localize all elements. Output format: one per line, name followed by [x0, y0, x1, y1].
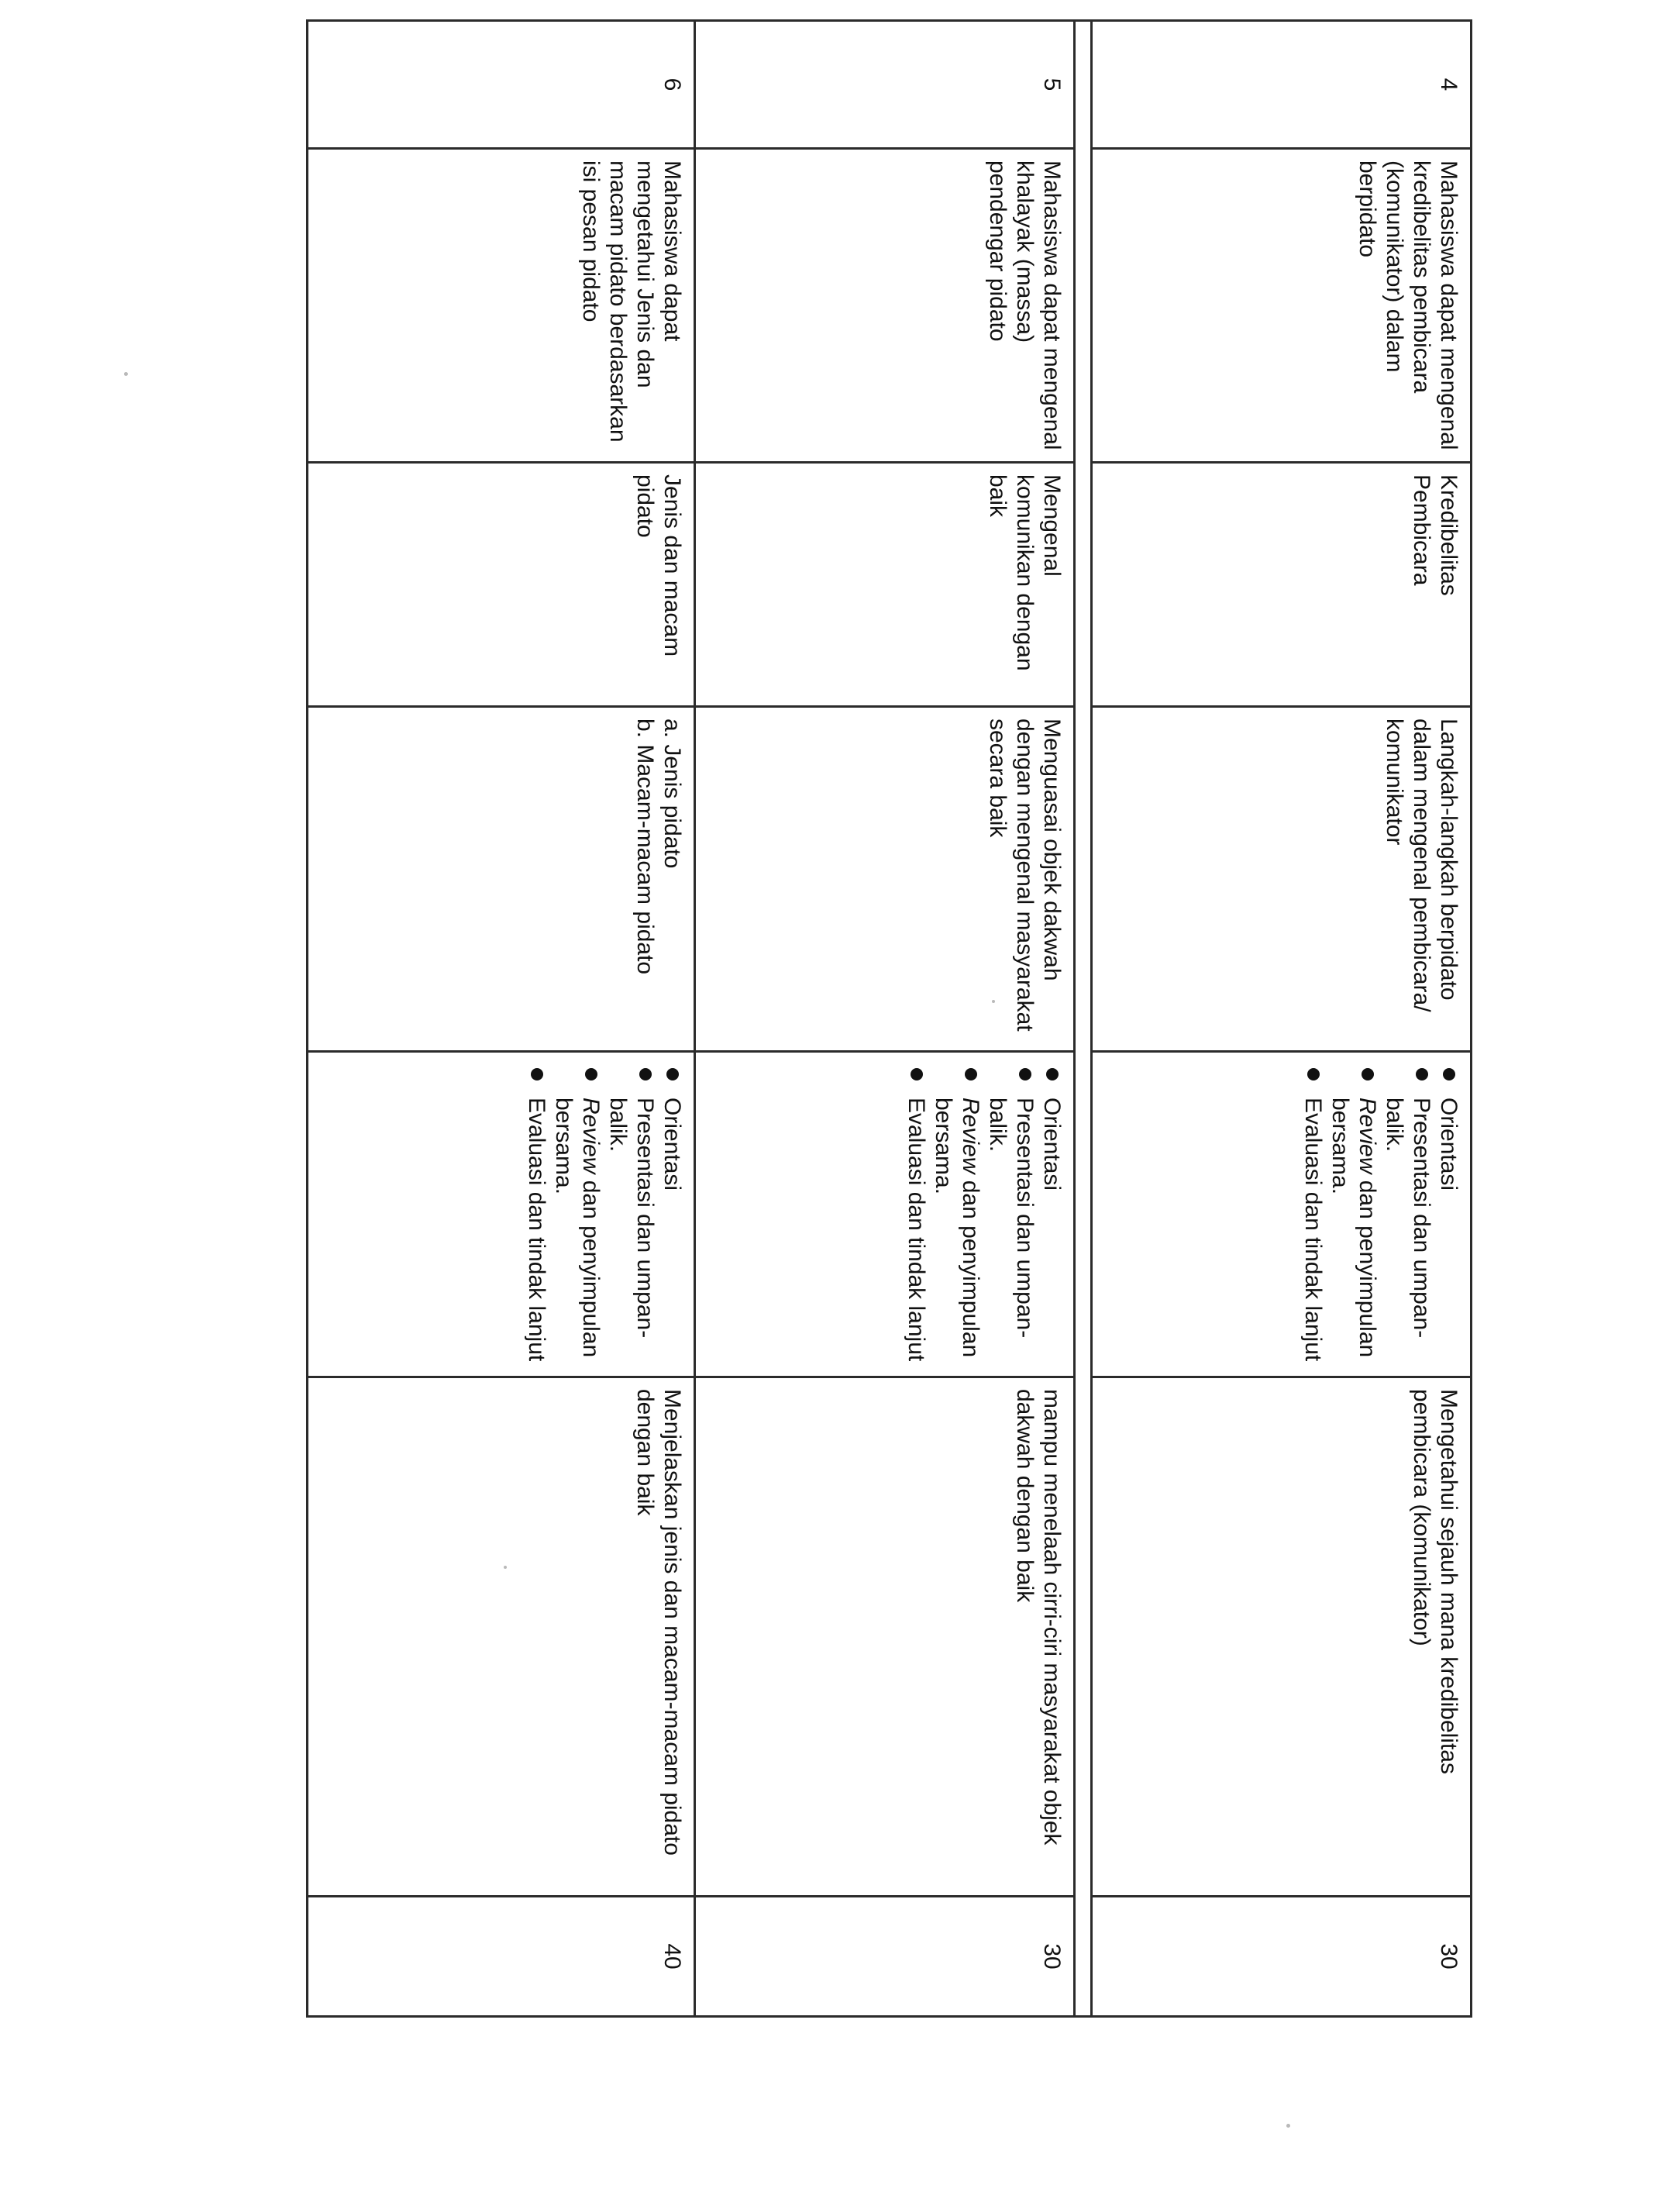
topic-cell: Kredibelitas Pembicara — [1092, 463, 1472, 707]
list-item: Orientasi — [659, 1063, 686, 1365]
learning-steps-cell — [308, 1052, 695, 1377]
row-number: 6 — [308, 21, 695, 149]
learning-objective-cell: Mahasiswa dapat mengetahui Jenis dan macam pidato berdasarkan isi pesan pidato — [308, 149, 695, 463]
material-cell: Langkah-langkah berpidato dalam mengenal pembicara/ komunikator — [1092, 707, 1472, 1052]
step-rest: dan penyimpulan bersama. — [931, 1098, 983, 1358]
learning-steps-cell — [695, 1052, 1075, 1377]
list-item — [550, 1063, 604, 1365]
list-item: Presentasi dan umpan-balik. — [604, 1063, 659, 1365]
list-item: Presentasi dan umpan-balik. — [984, 1063, 1038, 1365]
table-row — [308, 21, 695, 2017]
scan-speck — [124, 372, 128, 376]
weight-cell: 30 — [1092, 1897, 1472, 2017]
step-rest: dan penyimpulan bersama. — [551, 1098, 604, 1358]
row-number: 4 — [1092, 21, 1472, 149]
list-item: Evaluasi dan tindak lanjut — [523, 1063, 550, 1365]
learning-objective-cell: Mahasiswa dapat mengenal kredibelitas pembicara (komunikator) dalam berpidato — [1092, 149, 1472, 463]
italic-term: Review — [1355, 1098, 1380, 1174]
table-row — [695, 21, 1075, 2017]
table-row — [1092, 21, 1472, 2017]
topic-cell: Jenis dan macam pidato — [308, 463, 695, 707]
list-item: a. Jenis pidato — [659, 719, 686, 869]
weight-cell: 40 — [308, 1897, 695, 2017]
list-item: Orientasi — [1435, 1063, 1462, 1365]
indicator-cell: Mengetahui sejauh mana kredibelitas pembicara (komunikator) — [1092, 1377, 1472, 1897]
steps-list — [523, 1063, 686, 1365]
list-item: Presentasi dan umpan-balik. — [1381, 1063, 1435, 1365]
material-list — [632, 719, 686, 1039]
list-item: Evaluasi dan tindak lanjut — [1300, 1063, 1327, 1365]
list-item — [1327, 1063, 1381, 1365]
list-item: Orientasi — [1038, 1063, 1065, 1365]
material-cell: Menguasai objek dakwah dengan mengenal masyarakat secara baik — [695, 707, 1075, 1052]
list-item: b. Macam-macam pidato — [632, 719, 659, 975]
steps-list — [903, 1063, 1065, 1365]
rotated-table-container — [306, 19, 1472, 2015]
row-separator — [1075, 21, 1092, 2017]
lesson-plan-table — [306, 19, 1472, 2018]
learning-steps-cell — [1092, 1052, 1472, 1377]
material-cell — [308, 707, 695, 1052]
step-rest: dan penyimpulan bersama. — [1327, 1098, 1380, 1358]
italic-term: Review — [958, 1098, 983, 1174]
topic-cell: Mengenal komunikan dengan baik — [695, 463, 1075, 707]
indicator-cell: mampu menelaah cirri-ciri masyarakat objek dakwah dengan baik — [695, 1377, 1075, 1897]
list-item — [930, 1063, 984, 1365]
indicator-cell: Menjelaskan jenis dan macam-macam pidato dengan baik — [308, 1377, 695, 1897]
weight-cell: 30 — [695, 1897, 1075, 2017]
separator-cell — [1075, 21, 1092, 2017]
learning-objective-cell: Mahasiswa dapat mengenal khalayak (massa) pendengar pidato — [695, 149, 1075, 463]
steps-list — [1300, 1063, 1462, 1365]
italic-term: Review — [578, 1098, 604, 1174]
scan-speck — [1286, 2124, 1290, 2128]
row-number: 5 — [695, 21, 1075, 149]
list-item: Evaluasi dan tindak lanjut — [903, 1063, 930, 1365]
